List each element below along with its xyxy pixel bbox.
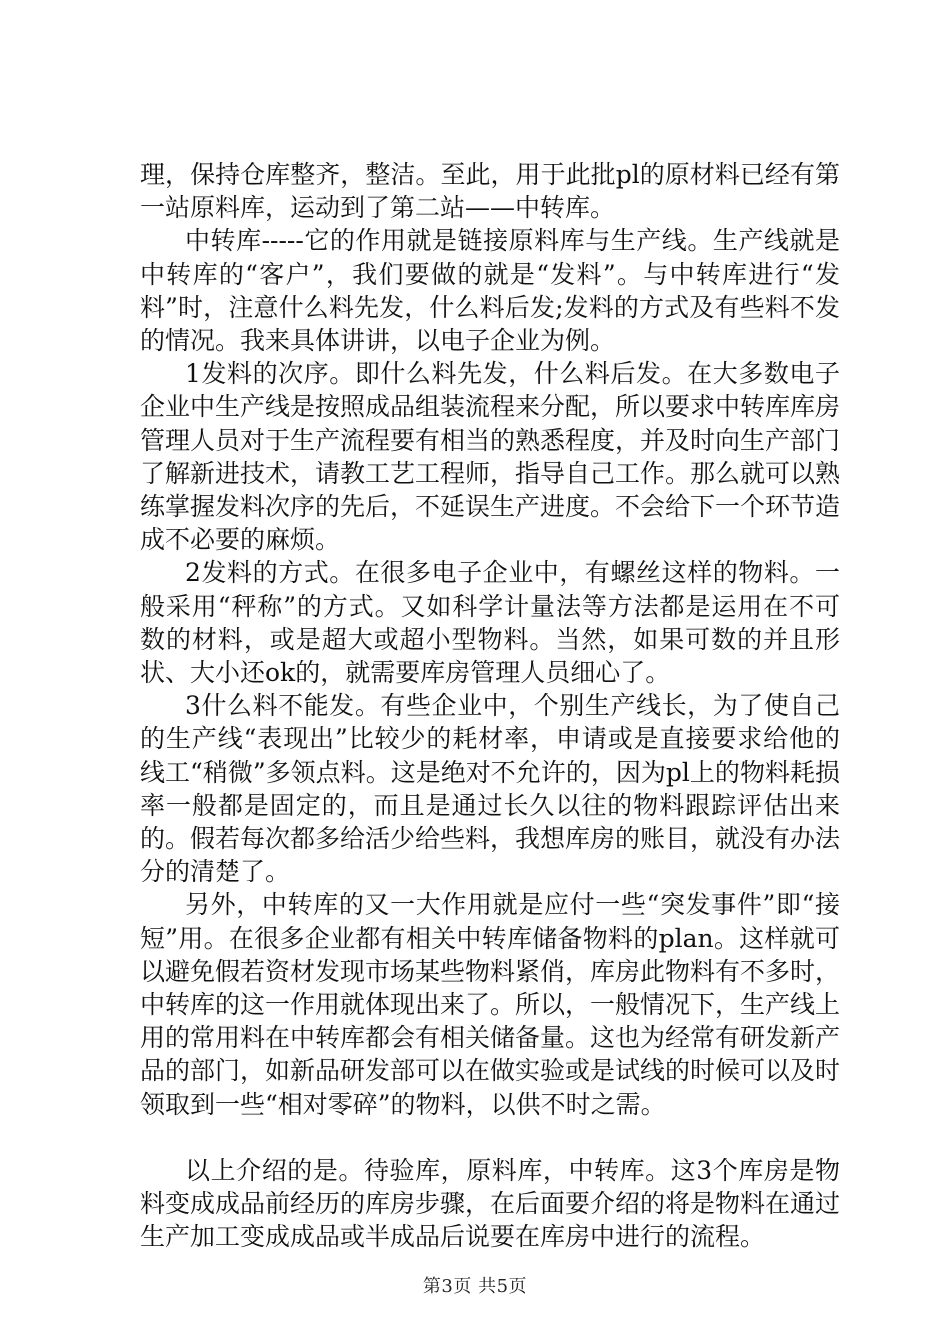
paragraph-continuation: 理，保持仓库整齐，整洁。至此，用于此批pl的原材料已经有第一站原料库，运动到了第二站——中转库。: [140, 160, 840, 223]
paragraph-emergency: 另外，中转库的又一大作用就是应付一些“突发事件”即“接短”用。在很多企业都有相关中转库储备物料的plan。这样就可以避免假若资材发现市场某些物料紧俏，库房此物料有不多时，中转库的这一作用就体现出来了。所以，一般情况下，生产线上用的常用料在中转库都会有相关储备量。这也为经常有研发新产品的部门，如新品研发部可以在做实验或是试线的时候可以及时领取到一些“相对零碎”的物料，以供不时之需。: [140, 890, 841, 1119]
page-number-footer: 第3页 共5页: [422, 1276, 528, 1297]
paragraph-issue-order: 1发料的次序。即什么料先发，什么料后发。在大多数电子企业中生产线是按照成品组装流程来分配，所以要求中转库库房管理人员对于生产流程要有相当的熟悉程度，并及时向生产部门了解新进技术，请教工艺工程师，指导自己工作。那么就可以熟练掌握发料次序的先后，不延误生产进度。不会给下一个环节造成不必要的麻烦。: [140, 359, 841, 555]
document-body: [140, 158, 840, 1254]
paragraph-spacer: [140, 1121, 840, 1154]
paragraph-summary: 以上介绍的是。待验库，原料库，中转库。这3个库房是物料变成成品前经历的库房步骤，在后面要介绍的将是物料在通过生产加工变成成品或半成品后说要在库房中进行的流程。: [140, 1155, 841, 1252]
paragraph-transfer-warehouse: 中转库-----它的作用就是链接原料库与生产线。生产线就是中转库的“客户”，我们要做的就是“发料”。与中转库进行“发料”时，注意什么料先发，什么料后发;发料的方式及有些料不发的情况。我来具体讲讲，以电子企业为例。: [140, 226, 840, 356]
paragraph-not-issued: 3什么料不能发。有些企业中，个别生产线长，为了使自己的生产线“表现出”比较少的耗材率，申请或是直接要求给他的线工“稍微”多领点料。这是绝对不允许的，因为pl上的物料耗损率一般都是固定的，而且是通过长久以往的物料跟踪评估出来的。假若每次都多给活少给些料，我想库房的账目，就没有办法分的清楚了。: [140, 691, 841, 887]
paragraph-issue-method: 2发料的方式。在很多电子企业中，有螺丝这样的物料。一般采用“秤称”的方式。又如科学计量法等方法都是运用在不可数的材料，或是超大或超小型物料。当然，如果可数的并且形状、大小还ok的，就需要库房管理人员细心了。: [140, 558, 840, 688]
